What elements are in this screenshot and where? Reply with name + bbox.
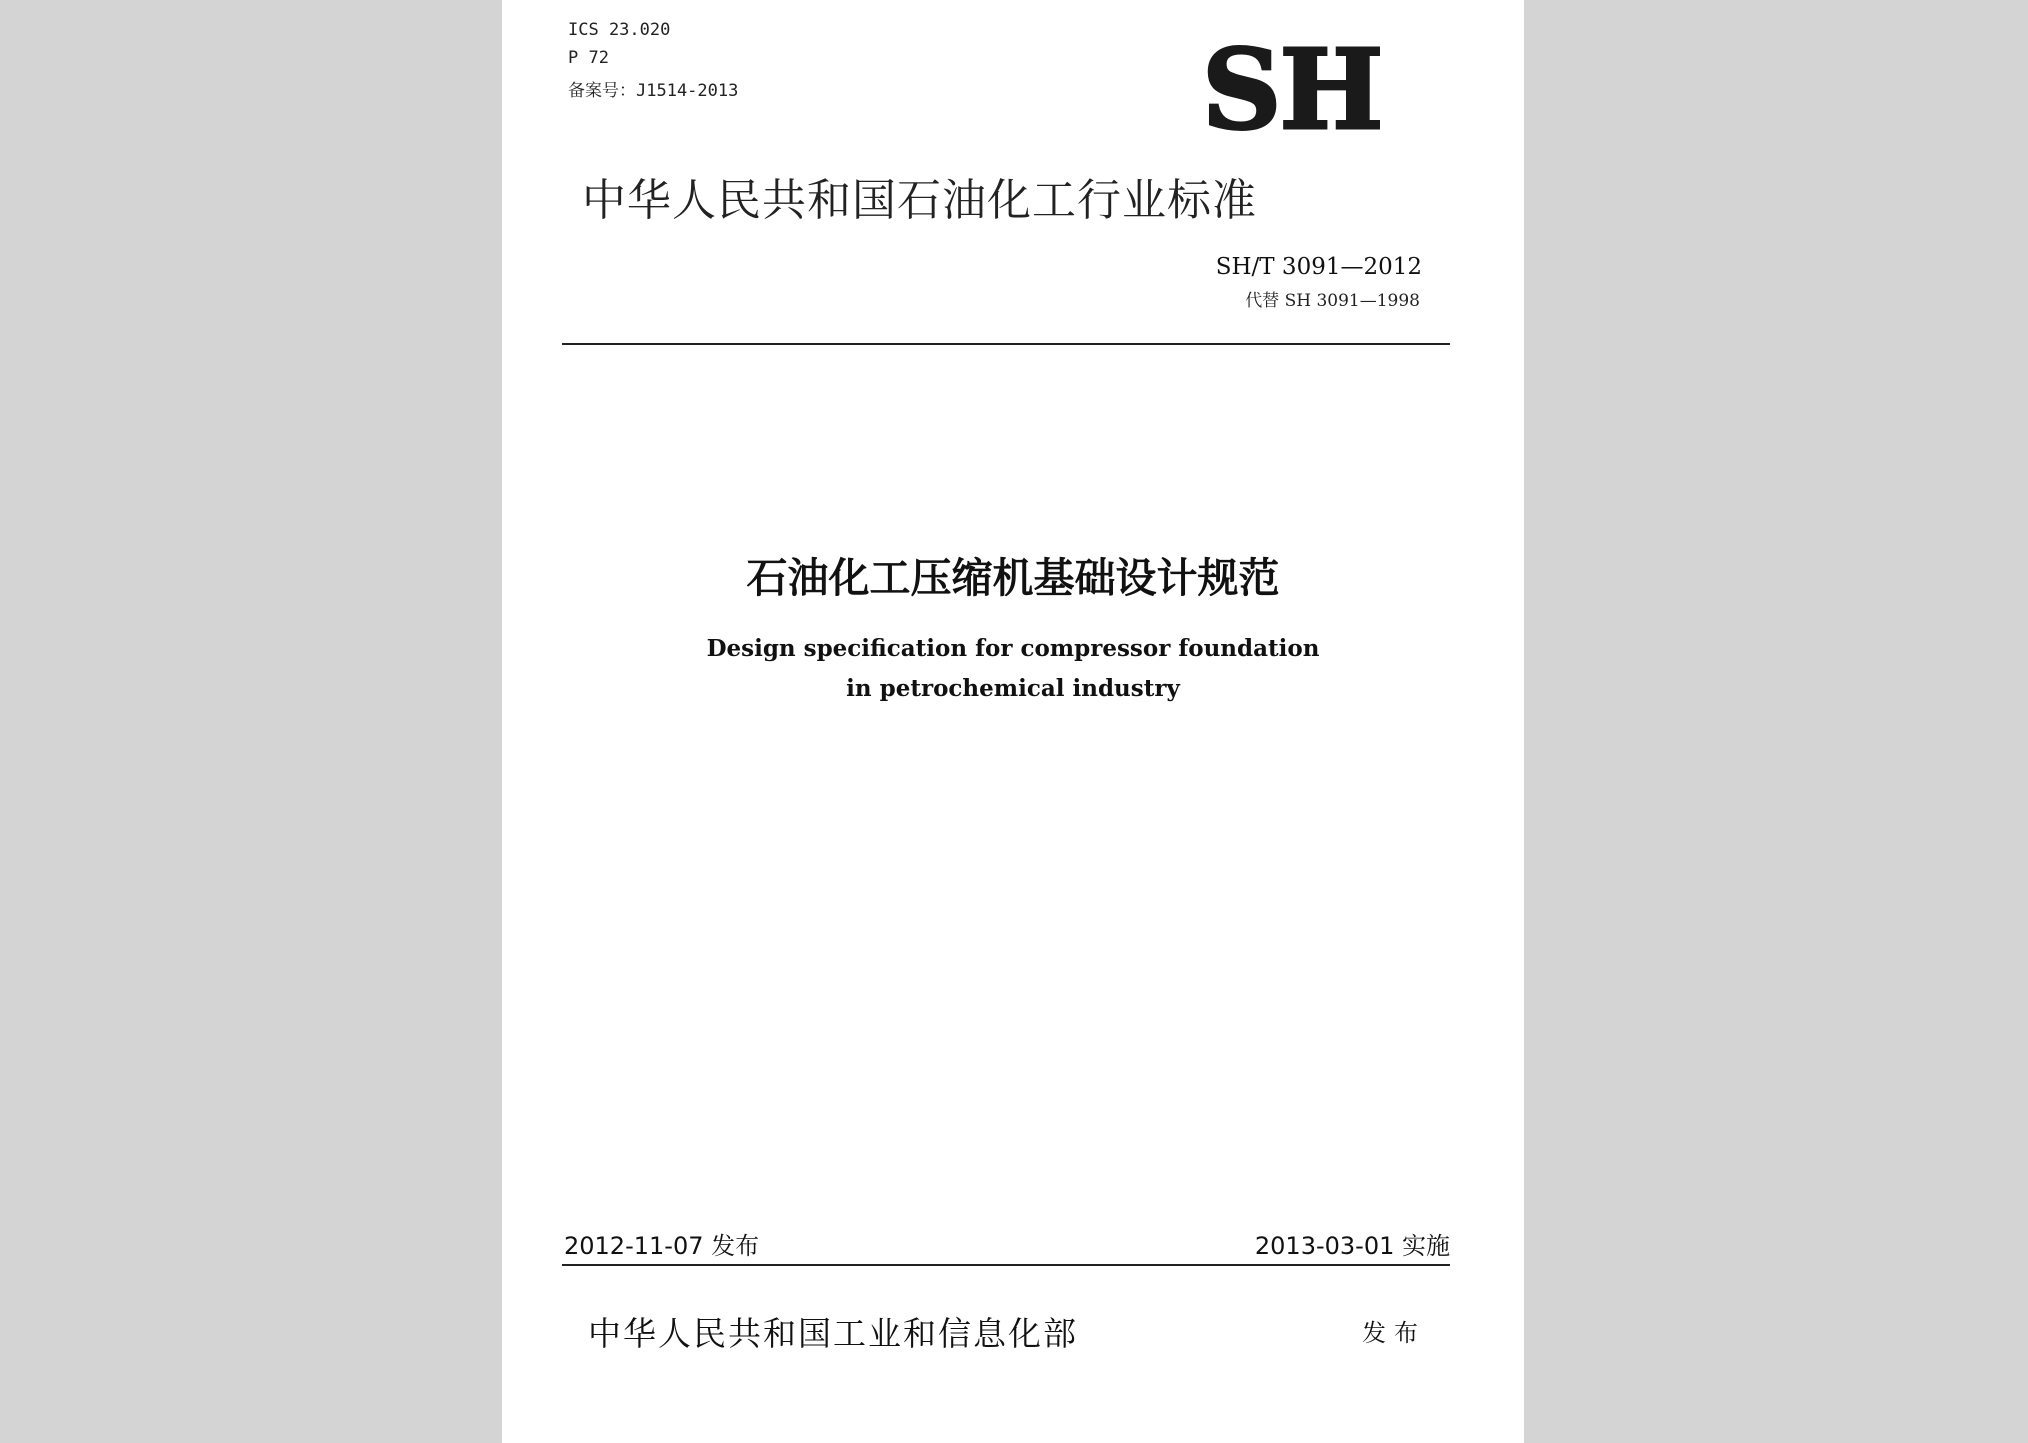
standard-organization: 中华人民共和国石油化工行业标准 [582,175,1257,226]
classification-code: P 72 [568,48,609,68]
effective-date: 2013-03-01 实施 [1254,1232,1450,1260]
footer-divider [562,1264,1450,1266]
replaces-standard: 代替 SH 3091—1998 [1245,291,1420,311]
document-title-english-line2: in petrochemical industry [846,675,1180,702]
issue-date: 2012-11-07 发布 [564,1232,760,1260]
document-title-english-line1: Design specification for compressor foundation [706,635,1320,662]
sh-logo: SH [1202,25,1382,154]
document-title-chinese: 石油化工压缩机基础设计规范 [746,554,1280,602]
filing-number: 备案号：J1514-2013 [568,81,739,101]
document-page [502,0,1524,1443]
header-divider [562,343,1450,345]
publisher-name: 中华人民共和国工业和信息化部 [588,1314,1078,1353]
ics-code: ICS 23.020 [568,20,671,40]
publish-label: 发布 [1362,1319,1426,1347]
standard-code: SH/T 3091—2012 [1215,254,1422,280]
